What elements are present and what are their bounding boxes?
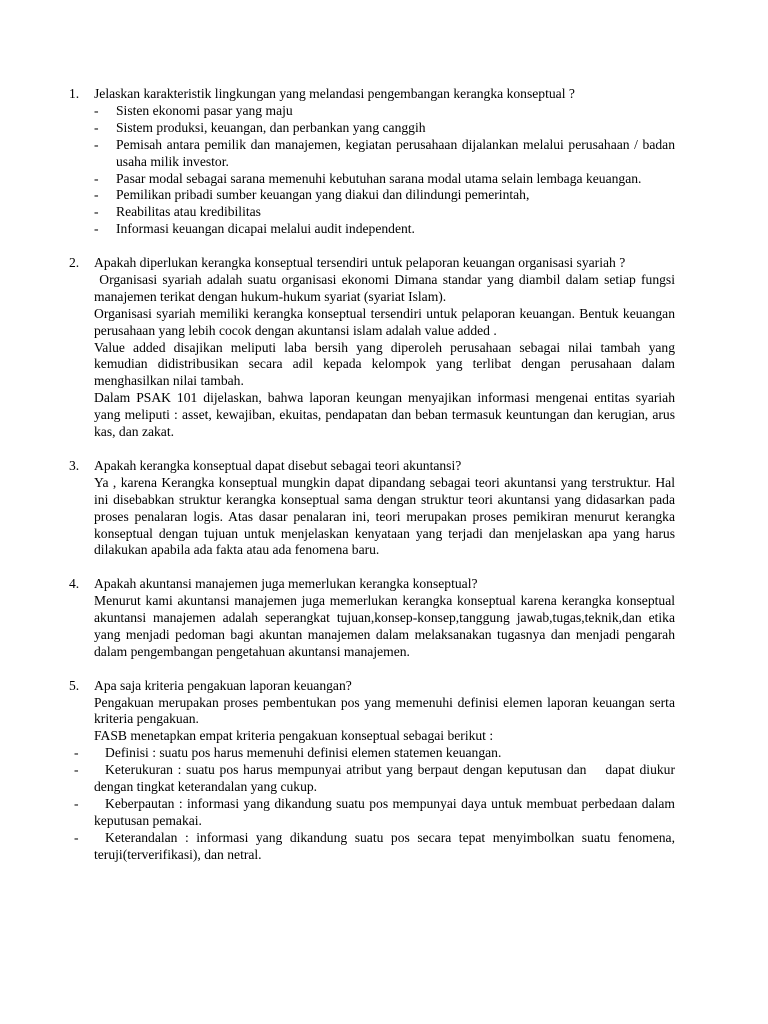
question-number: 5. (69, 677, 80, 693)
bullet-text: Pasar modal sebagai sarana memenuhi kebutuhan sarana modal utama selain lembaga keuangan. (116, 170, 642, 186)
bullet-item (0, 187, 768, 204)
bullet-item (0, 103, 768, 120)
question-3 (0, 458, 768, 559)
bullet-item (0, 120, 768, 137)
question-heading (0, 86, 768, 103)
bullet-list (0, 103, 768, 238)
question-heading (0, 678, 768, 695)
answer-paragraph: FASB menetapkan empat kriteria pengakuan konseptual sebagai berikut : (94, 728, 494, 744)
criteria-text: Keberpautan : informasi yang dikandung suatu pos mempunyai daya untuk membuat perbedaan dalam keputusan pemakai. (94, 796, 675, 828)
dash-marker: - (94, 170, 99, 186)
question-text: Apakah diperlukan kerangka konseptual tersendiri untuk pelaporan keuangan organisasi syariah ? (94, 255, 626, 271)
criteria-text: Definisi : suatu pos harus memenuhi definisi elemen statemen keuangan. (105, 745, 502, 761)
criteria-item (0, 745, 768, 762)
bullet-text: Sisten ekonomi pasar yang maju (116, 102, 293, 118)
question-number: 2. (69, 255, 80, 271)
question-heading (0, 255, 768, 272)
bullet-text: Informasi keuangan dicapai melalui audit independent. (116, 221, 415, 237)
dash-marker: - (74, 762, 79, 778)
question-5 (0, 678, 768, 864)
criteria-text: Keterukuran : suatu pos harus mempunyai atribut yang berpaut dengan keputusan dan dapat diukur dengan tingkat keterandalan yang cukup. (94, 762, 679, 795)
dash-marker: - (94, 119, 99, 135)
dash-marker: - (94, 221, 99, 237)
criteria-item (0, 796, 768, 830)
bullet-text: Pemisah antara pemilik dan manajemen, kegiatan perusahaan dijalankan melalui perusahaan / badan usaha milik investor. (116, 136, 675, 169)
answer-paragraph: Pengakuan merupakan proses pembentukan pos yang memenuhi definisi elemen laporan keuangan serta kriteria pengakuan. (94, 694, 675, 727)
bullet-item (0, 137, 768, 171)
question-4 (0, 576, 768, 661)
dash-marker: - (74, 829, 79, 845)
answer-paragraph: Ya , karena Kerangka konseptual mungkin dapat dipandang sebagai teori akuntansi yang terstruktur. Hal ini disebabkan struktur kerangka konseptual sama dengan struktur teori akuntansi yang didasarkan pada proses penalaran logis. Atas dasar penalaran ini, teori merupakan proses pemikiran menurut kerangka konseptual dengan tujuan untuk menjelaskan kenyataan yang terjadi dan menjelaskan apa yang harus dilakukan apabila ada fakta atau ada fenomena baru. (94, 474, 675, 558)
answer-paragraph: Organisasi syariah memiliki kerangka konseptual tersendiri untuk pelaporan keuangan. Bentuk keuangan perusahaan yang lebih cocok dengan akuntansi islam adalah value added . (94, 305, 675, 338)
answer-paragraph: Organisasi syariah adalah suatu organisasi ekonomi Dimana standar yang diambil dalam setiap fungsi manajemen terikat dengan hukum-hukum syariat (syariat Islam). (94, 271, 679, 304)
dash-marker: - (74, 745, 79, 761)
bullet-item (0, 171, 768, 188)
dash-marker: - (94, 204, 99, 220)
question-1 (0, 86, 768, 238)
answer-block (0, 475, 768, 560)
answer-block (0, 272, 768, 441)
dash-marker: - (74, 796, 79, 811)
answer-block (0, 593, 768, 661)
question-text: Apakah kerangka konseptual dapat disebut sebagai teori akuntansi? (94, 457, 462, 473)
dash-marker: - (94, 187, 99, 203)
answer-paragraph: Dalam PSAK 101 dijelaskan, bahwa laporan keungan menyajikan informasi mengenai entitas syariah yang meliputi : asset, kewajiban, ekuitas, pendapatan dan beban termasuk keuntungan dan kerugian, arus kas, dan zakat. (94, 390, 675, 440)
dash-marker: - (94, 136, 99, 152)
question-text: Jelaskan karakteristik lingkungan yang melandasi pengembangan kerangka konseptual ? (94, 86, 575, 101)
question-number: 3. (69, 457, 80, 473)
question-heading (0, 458, 768, 475)
answer-paragraph: Menurut kami akuntansi manajemen juga memerlukan kerangka konseptual karena kerangka konseptual akuntansi manajemen adalah seperangkat tujuan,konsep-konsep,tanggung jawab,tugas,teknik,dan etika yang menjadi pedoman bagi akuntan manajemen dalam melaksanakan tugasnya dan menjadi pengarah dalam pengembangan pengetahuan akuntansi manajemen. (94, 593, 675, 659)
question-text: Apakah akuntansi manajemen juga memerlukan kerangka konseptual? (94, 576, 478, 592)
question-text: Apa saja kriteria pengakuan laporan keuangan? (94, 677, 352, 693)
bullet-item (0, 204, 768, 221)
document-page (0, 86, 768, 881)
criteria-text: Keterandalan : informasi yang dikandung suatu pos secara tepat menyimbolkan suatu fenomena, teruji(terverifikasi), dan netral. (94, 829, 675, 862)
bullet-text: Sistem produksi, keuangan, dan perbankan yang canggih (116, 119, 426, 135)
criteria-item (0, 830, 768, 864)
question-number: 4. (69, 576, 80, 592)
question-heading (0, 576, 768, 593)
dash-marker: - (94, 102, 99, 118)
bullet-text: Pemilikan pribadi sumber keuangan yang diakui dan dilindungi pemerintah, (116, 187, 530, 203)
question-2 (0, 255, 768, 441)
question-number: 1. (69, 86, 80, 101)
bullet-text: Reabilitas atau kredibilitas (116, 204, 261, 220)
bullet-item (0, 221, 768, 238)
answer-block (0, 695, 768, 746)
criteria-item (0, 762, 768, 796)
answer-paragraph: Value added disajikan meliputi laba bersih yang diperoleh perusahaan sebagai nilai tambah yang kemudian didistribusikan secara adil kepada kelompok yang terlibat dengan perusahaan dalam menghasilkan nilai tambah. (94, 339, 675, 389)
